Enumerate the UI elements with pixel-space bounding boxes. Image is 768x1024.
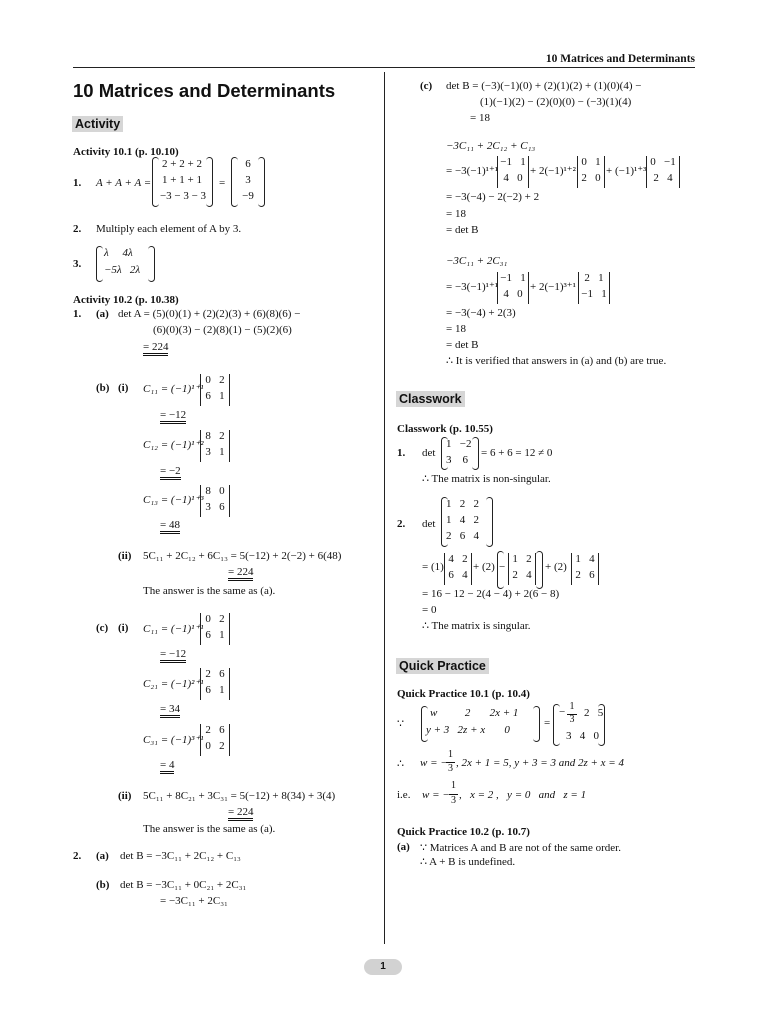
c11-det-row1: 0 2 [205,374,225,386]
q1-number: 1. [73,177,82,189]
q1-matrix2-row1: 6 [245,158,251,170]
e1-det3-row2: 2 4 [653,172,673,184]
cw2-det2-row1: 1 2 [512,553,532,565]
c12-result [160,465,181,477]
cc11-lhs: C₁₁ = (−1)¹⁺¹ [143,623,204,635]
cw1-row2: 3 6 [446,454,468,466]
q2-text: Multiply each element of A by 3. [96,223,242,235]
qp1-matrix2-minus: − [559,706,566,718]
c12-result-value: = −2 [160,465,181,480]
cw2-det3-row1: 1 4 [575,553,595,565]
c13-det-row1: 8 0 [205,485,225,497]
cw1-right-paren [472,437,479,470]
cii-result: = 224 [228,806,253,821]
bii-result: = 224 [228,566,253,581]
qp1-ie-a: w = − [422,789,450,801]
a2b-line2: = −3C₁₁ + 2C₃₁ [160,895,228,907]
qp1-matrix1-row2: y + 3 2z + x 0 [426,724,510,736]
q1-matrix2-row3: −9 [242,190,254,202]
cii-label: (ii) [118,790,132,802]
c12-lhs: C₁₂ = (−1)¹⁺² [143,439,204,451]
qp2-title: Quick Practice 10.2 (p. 10.7) [397,826,530,838]
e2-conclusion: ∴ It is verified that answers in (a) and (b) are true. [446,355,667,367]
qp1-matrix2-frac-num: 1 [569,701,575,712]
c12-det-row2: 3 1 [205,446,225,458]
a1a-line3 [143,341,168,353]
qp1-result-a: w = − [420,757,448,769]
cw1-row1: 1 −2 [446,438,472,450]
cii-line1: 5C₁₁ + 8C₂₁ + 3C₃₁ = 5(−12) + 8(34) + 3(4) [143,790,336,802]
q1-matrix1-row1: 2 + 2 + 2 [162,158,202,170]
cw2-row1: 1 2 2 [446,498,479,510]
e1-line2a: = −3(−1)¹⁺¹ [446,165,499,177]
activity-10-2-title: Activity 10.2 (p. 10.38) [73,294,179,306]
cc21-det-row1: 2 6 [205,668,225,680]
c13-lhs: C₁₃ = (−1)¹⁺³ [143,494,204,506]
cw2-row2: 1 4 2 [446,514,479,526]
cw2-conclusion: ∴ The matrix is singular. [422,620,531,632]
bii-line2 [228,566,253,578]
qp1-result-b: , 2x + 1 = 5, y + 3 = 3 and 2z + x = 4 [456,757,624,769]
c-label: (c) [96,622,109,634]
qp1-ie-num: 1 [451,780,456,791]
cc31-lhs: C₃₁ = (−1)³⁺¹ [143,734,204,746]
q1-matrix1-right-paren [206,157,213,207]
cii-note: The answer is the same as (a). [143,823,276,835]
cc21-result-value: = 34 [160,703,180,718]
e1-line2b: + 2(−1)¹⁺² [530,165,576,177]
q1-equals: = [219,177,226,189]
cw2-line2b: + (2) [473,561,495,573]
qp2-a-label: (a) [397,841,410,853]
cc21-det-row2: 6 1 [205,684,225,696]
q3-left-paren [96,246,103,282]
a1a-line2: (6)(0)(3) − (2)(8)(1) − (5)(2)(6) [153,324,292,336]
cw2-det1-row2: 6 4 [448,569,468,581]
q3-right-paren [148,246,155,282]
q2-number: 2. [73,223,82,235]
quick-practice-section-tag: Quick Practice [396,658,489,674]
page-number-badge: 1 [364,959,402,975]
cw2-line2c: + (2) [545,561,567,573]
a1a-line1: det A = (5)(0)(1) + (2)(2)(3) + (6)(8)(6) − [118,308,301,320]
cw2-row3: 2 6 4 [446,530,479,542]
activity-section-tag: Activity [72,116,123,132]
qp1-matrix2-right-paren [598,704,605,746]
rc-line1: det B = (−3)(−1)(0) + (2)(1)(2) + (1)(0)(4) − [446,80,642,92]
b-label: (b) [96,382,110,394]
qp1-because: ∵ [397,718,404,730]
qp1-result-den: 3 [448,763,453,774]
qp1-therefore: ∴ [397,758,404,770]
classwork-title: Classwork (p. 10.55) [397,423,493,435]
header-rule [73,67,695,68]
cc21-result [160,703,180,715]
cw2-det2-right-paren [536,551,543,589]
e2-det2-row2: −1 1 [581,288,607,300]
e2-det1-row2: 4 0 [503,288,523,300]
qp1-ie: i.e. [397,789,411,801]
c12-det-row1: 8 2 [205,430,225,442]
cw1-conclusion: ∴ The matrix is non-singular. [422,473,551,485]
cc11-det-row2: 6 1 [205,629,225,641]
e2-line2a: = −3(−1)¹⁺¹ [446,281,499,293]
qp1-result-num: 1 [448,749,453,760]
e2-det2-row1: 2 1 [584,272,604,284]
cw2-det2-left-paren [497,551,504,589]
cw2-det1-row1: 4 2 [448,553,468,565]
cc21-lhs: C₂₁ = (−1)²⁺¹ [143,678,204,690]
q1-matrix1-row2: 1 + 1 + 1 [162,174,202,186]
cw2-right-paren [486,497,493,547]
cw2-line4: = 0 [422,604,437,616]
e1-line4: = 18 [446,208,466,220]
cc11-det-row1: 0 2 [205,613,225,625]
ci-label: (i) [118,622,129,634]
c11-result-value: = −12 [160,409,186,424]
column-divider [384,72,385,944]
qp1-matrix1-row1: w 2 2x + 1 [430,707,519,719]
bii-line1: 5C₁₁ + 2C₁₂ + 6C₁₃ = 5(−12) + 2(−2) + 6(48) [143,550,342,562]
qp1-matrix2-row1-rest: 2 5 [584,707,604,719]
qp1-ie-b: , x = 2 , y = 0 and z = 1 [459,789,587,801]
cw1-det-word: det [422,447,436,459]
cw2-det3-row2: 2 6 [575,569,595,581]
bi-label: (i) [118,382,129,394]
running-header: 10 Matrices and Determinants [545,53,695,65]
cii-line2 [228,806,253,818]
a1a-result: = 224 [143,341,168,356]
a2a-text: det B = −3C₁₁ + 2C₁₂ + C₁₃ [120,850,241,862]
a2b-label: (b) [96,879,110,891]
cw2-det2-row2: 2 4 [512,569,532,581]
rc-line3: = 18 [470,112,490,124]
qp1-ie-den: 3 [451,795,456,806]
q3-row1: λ 4λ [104,247,133,259]
qp1-matrix2-row2: 3 4 0 [566,730,599,742]
classwork-section-tag: Classwork [396,391,465,407]
c11-result [160,409,186,421]
bii-label: (ii) [118,550,132,562]
rc-line2: (1)(−1)(2) − (2)(0)(0) − (−3)(1)(4) [480,96,632,108]
cc31-det-row1: 2 6 [205,724,225,736]
cw2-line3: = 16 − 12 − 2(4 − 4) + 2(6 − 8) [422,588,560,600]
cc31-det-row2: 0 2 [205,740,225,752]
e2-line5: = det B [446,339,479,351]
bii-note: The answer is the same as (a). [143,585,276,597]
e2-line4: = 18 [446,323,466,335]
e1-line3: = −3(−4) − 2(−2) + 2 [446,191,540,203]
q1-matrix2-right-paren [258,157,265,207]
cc31-result-value: = 4 [160,759,174,774]
a1a-label: (a) [96,308,109,320]
e1-det2-row2: 2 0 [581,172,601,184]
cc31-result [160,759,174,771]
a2b-line1: det B = −3C₁₁ + 0C₂₁ + 2C₃₁ [120,879,247,891]
qp1-matrix1-right-paren [533,706,540,742]
a2-number: 2. [73,850,82,862]
c13-det-row2: 3 6 [205,501,225,513]
q1-matrix2-left-paren [231,157,238,207]
qp1-title: Quick Practice 10.1 (p. 10.4) [397,688,530,700]
e1-line2c: + (−1)¹⁺³ [606,165,647,177]
q3-row2: −5λ 2λ [104,264,141,276]
c11-det-row2: 6 1 [205,390,225,402]
e1-det1-row1: −1 1 [500,156,526,168]
cw1-number: 1. [397,447,406,459]
cw2-det-word: det [422,518,436,530]
e1-line1: −3C₁₁ + 2C₁₂ + C₁₃ [446,140,536,152]
chapter-title: 10 Matrices and Determinants [73,80,336,101]
q1-matrix1-row3: −3 − 3 − 3 [159,190,207,202]
c13-result-value: = 48 [160,519,180,534]
activity-10-1-title: Activity 10.1 (p. 10.10) [73,146,179,158]
e1-det1-row2: 4 0 [503,172,523,184]
qp1-equals: = [544,717,551,729]
cc11-result-value: = −12 [160,648,186,663]
cw2-line2a: = (1) [422,561,444,573]
c13-result [160,519,180,531]
a2a-label: (a) [96,850,109,862]
rc-label: (c) [420,80,433,92]
cc11-result [160,648,186,660]
qp1-matrix2-frac-den: 3 [569,714,575,725]
e2-line1: −3C₁₁ + 2C₃₁ [446,255,508,267]
cw2-minus: − [499,561,506,573]
c11-lhs: C₁₁ = (−1)¹⁺¹ [143,383,204,395]
a1-number: 1. [73,308,82,320]
e2-line3: = −3(−4) + 2(3) [446,307,516,319]
e1-det3-row1: 0 −1 [650,156,676,168]
e1-det2-row1: 0 1 [581,156,601,168]
q3-number: 3. [73,258,82,270]
e2-det1-row1: −1 1 [500,272,526,284]
cw1-rhs: = 6 + 6 = 12 ≠ 0 [481,447,553,459]
e2-line2b: + 2(−1)³⁺¹ [530,281,576,293]
qp2-line1: ∵ Matrices A and B are not of the same order. [420,842,621,854]
q1-lhs: A + A + A = [96,177,152,189]
cw2-number: 2. [397,518,406,530]
e1-line5: = det B [446,224,479,236]
q1-matrix2-row2: 3 [245,174,251,186]
qp2-line2: ∴ A + B is undefined. [420,856,516,868]
